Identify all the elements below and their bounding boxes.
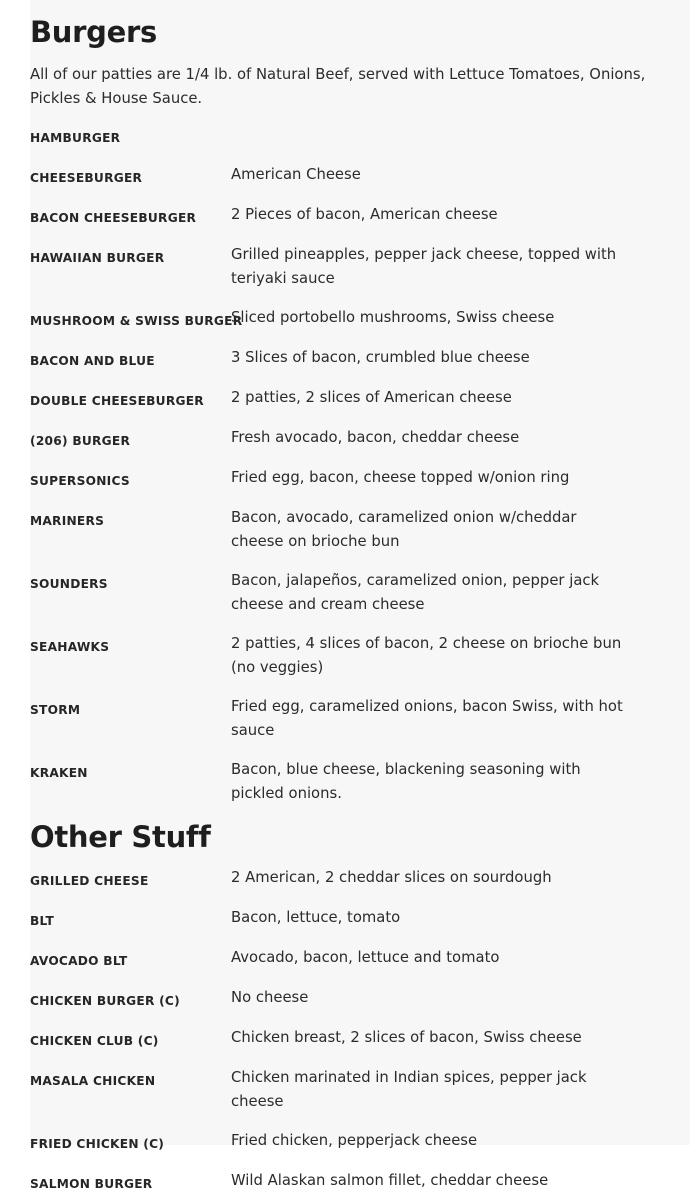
item-name: STORM: [30, 703, 81, 717]
menu-item: [30, 506, 680, 554]
burgers-section-title: Burgers: [30, 15, 157, 49]
item-name: HAMBURGER: [30, 131, 121, 145]
menu-item: [30, 632, 680, 680]
item-name: MUSHROOM & SWISS BURGER: [30, 314, 243, 328]
item-name: HAWAIIAN BURGER: [30, 251, 165, 265]
menu-item: [30, 1169, 680, 1194]
menu-content: [30, 0, 680, 1194]
burgers-list: [30, 123, 680, 806]
menu-item: [30, 346, 680, 371]
item-name: DOUBLE CHEESEBURGER: [30, 394, 204, 408]
item-name: BLT: [30, 914, 55, 928]
item-description: Fresh avocado, bacon, cheddar cheese: [231, 429, 520, 446]
menu-item: [30, 986, 680, 1011]
item-name: AVOCADO BLT: [30, 954, 128, 968]
item-name: KRAKEN: [30, 766, 88, 780]
menu-item: [30, 203, 680, 228]
item-name: FRIED CHICKEN (C): [30, 1137, 165, 1151]
item-description: Chicken breast, 2 slices of bacon, Swiss cheese: [231, 1029, 582, 1046]
item-description: 2 patties, 4 slices of bacon, 2 cheese on brioche bun (no veggies): [231, 635, 622, 676]
item-description: Avocado, bacon, lettuce and tomato: [231, 949, 500, 966]
item-name: GRILLED CHEESE: [30, 874, 149, 888]
item-name: CHICKEN BURGER (C): [30, 994, 180, 1008]
menu-item: [30, 569, 680, 617]
item-description: Fried egg, caramelized onions, bacon Swiss, with hot sauce: [231, 698, 623, 739]
menu-item: [30, 386, 680, 411]
item-name: (206) BURGER: [30, 434, 131, 448]
item-description: Bacon, avocado, caramelized onion w/cheddar cheese on brioche bun: [231, 509, 577, 550]
item-description: Wild Alaskan salmon fillet, cheddar cheese: [231, 1172, 549, 1189]
menu-item: [30, 906, 680, 931]
menu-item: [30, 243, 680, 291]
menu-item: [30, 1129, 680, 1154]
item-description: 2 patties, 2 slices of American cheese: [231, 389, 512, 406]
burgers-intro: All of our patties are 1/4 lb. of Natural Beef, served with Lettuce Tomatoes, Onions, Pickles & House Sauce.: [30, 66, 646, 107]
other-section-title: Other Stuff: [30, 820, 211, 854]
item-name: SUPERSONICS: [30, 474, 130, 488]
item-description: Grilled pineapples, pepper jack cheese, topped with teriyaki sauce: [231, 246, 617, 287]
menu-item: [30, 1066, 680, 1114]
menu-item: [30, 163, 680, 188]
item-name: CHICKEN CLUB (C): [30, 1034, 159, 1048]
item-description: Chicken marinated in Indian spices, pepper jack cheese: [231, 1069, 587, 1110]
item-name: BACON CHEESEBURGER: [30, 211, 197, 225]
item-name: MASALA CHICKEN: [30, 1074, 156, 1088]
menu-item: [30, 946, 680, 971]
item-description: 3 Slices of bacon, crumbled blue cheese: [231, 349, 530, 366]
item-name: CHEESEBURGER: [30, 171, 143, 185]
menu-item: [30, 426, 680, 451]
menu-page: [30, 0, 690, 1191]
item-name: SOUNDERS: [30, 577, 108, 591]
menu-item: [30, 758, 680, 806]
item-name: MARINERS: [30, 514, 105, 528]
menu-item: [30, 466, 680, 491]
menu-item: [30, 866, 680, 891]
item-description: Sliced portobello mushrooms, Swiss cheese: [231, 309, 555, 326]
item-description: Bacon, lettuce, tomato: [231, 909, 401, 926]
item-description: American Cheese: [231, 166, 361, 183]
item-description: No cheese: [231, 989, 309, 1006]
item-description: Fried egg, bacon, cheese topped w/onion ring: [231, 469, 570, 486]
item-description: 2 Pieces of bacon, American cheese: [231, 206, 498, 223]
item-name: SEAHAWKS: [30, 640, 110, 654]
menu-item: [30, 123, 680, 148]
item-description: Fried chicken, pepperjack cheese: [231, 1132, 478, 1149]
item-name: BACON AND BLUE: [30, 354, 155, 368]
item-description: [231, 123, 623, 141]
item-description: Bacon, jalapeños, caramelized onion, pepper jack cheese and cream cheese: [231, 572, 600, 613]
menu-item: [30, 1026, 680, 1051]
item-name: SALMON BURGER: [30, 1177, 153, 1191]
item-description: 2 American, 2 cheddar slices on sourdough: [231, 869, 552, 886]
menu-item: [30, 695, 680, 743]
menu-item: [30, 306, 680, 331]
item-description: Bacon, blue cheese, blackening seasoning with pickled onions.: [231, 761, 581, 802]
